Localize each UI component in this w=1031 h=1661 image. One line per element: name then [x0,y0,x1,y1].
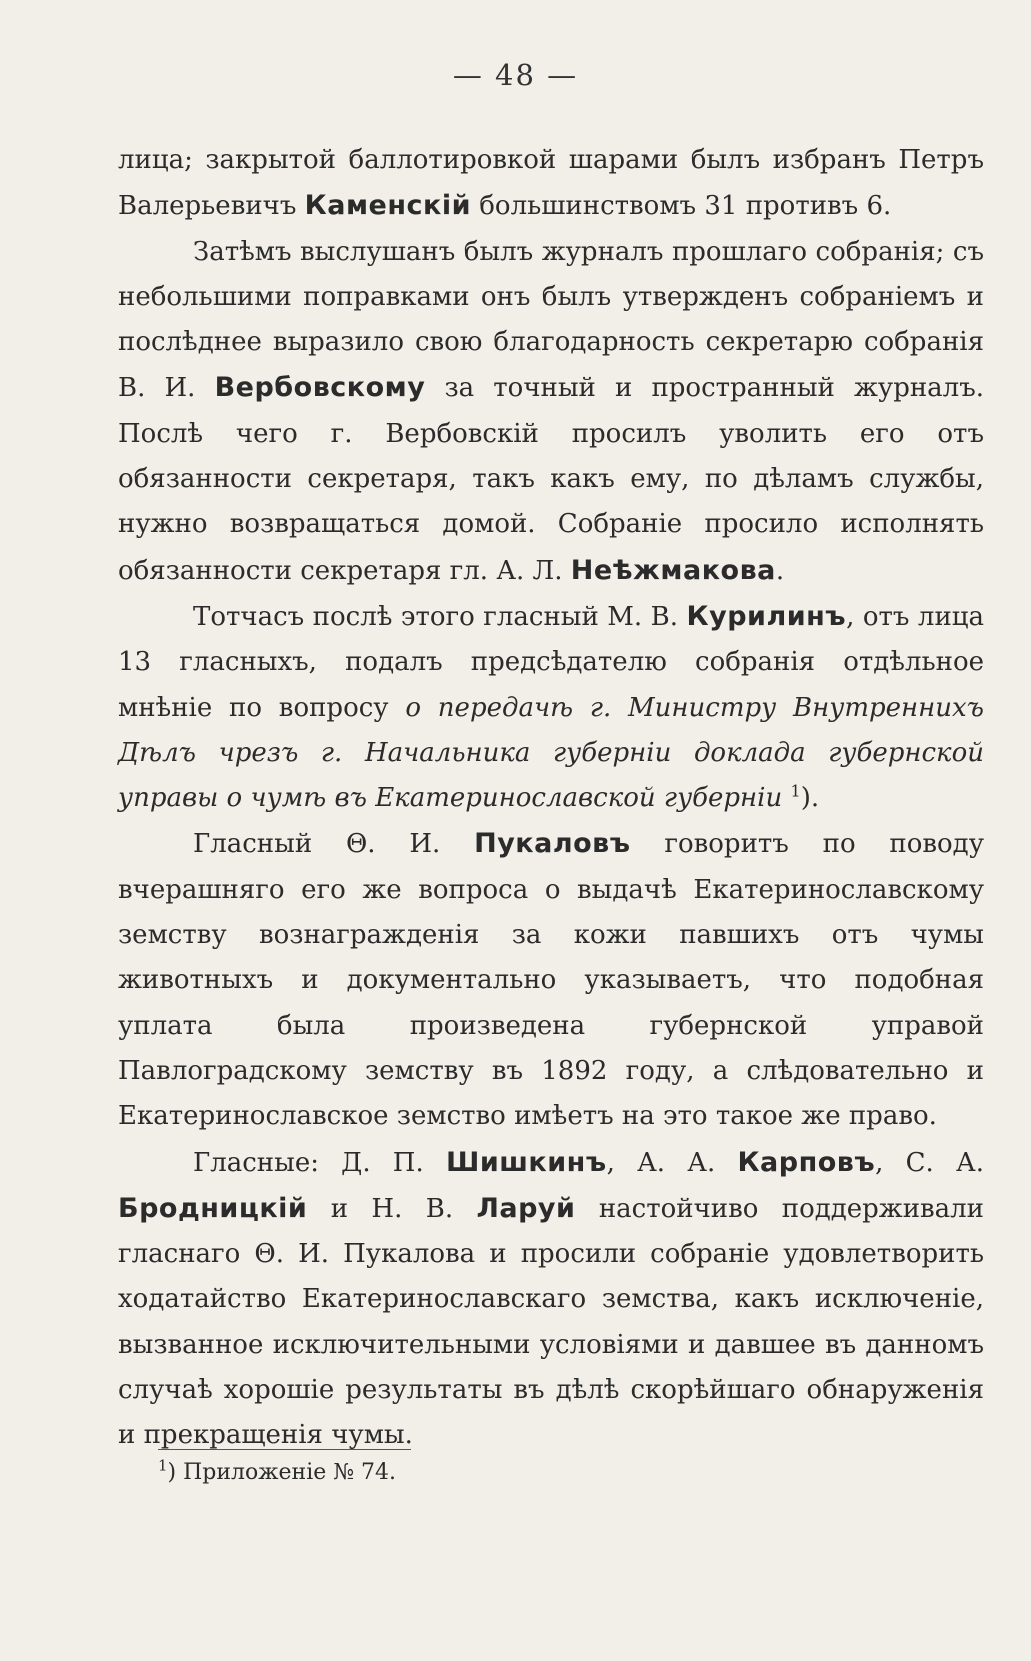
text-run: говоритъ по поводу вчерашняго его же вопроса о выдачѣ Екатеринославскому земству вознагражденія за кожи павшихъ отъ чумы животныхъ и документально указываетъ, что подобная уплата была произведена губернской управой Павлоградскому земству въ 1892 году, а слѣдовательно и Екатеринославское земство имѣетъ на это такое же право. [118,829,984,1132]
text-run: Тотчасъ послѣ этого гласный М. В. [193,601,687,632]
person-name: Пукаловъ [474,828,631,860]
person-name: Ларуй [476,1192,576,1224]
text-run: и Н. В. [307,1193,477,1224]
person-name: Каменскій [304,190,472,222]
text-run: . [775,555,785,586]
footnote-marker: 1 [158,1456,168,1475]
person-name: Курилинъ [686,600,847,632]
text-run: , отъ лица 13 гласныхъ, подалъ предсѣдателю собранія отдѣльное мнѣніе по вопросу [118,601,984,723]
person-name: Неѣжмакова [570,554,776,586]
page-number: — 48 — [452,58,579,92]
footnote-ref: 1 [790,781,801,801]
text-run: за точный и пространный журналъ. Послѣ чего г. Вербовскій просилъ уволить его отъ обязанности секретаря, такъ какъ ему, по дѣламъ службы, нужно возвращаться домой. Собраніе просило исполнять обязанности секретаря гл. А. Л. [118,373,984,586]
person-name: Карповъ [737,1146,876,1178]
text-run: большинствомъ 31 противъ 6. [471,191,892,222]
paragraph-4 [118,821,984,1139]
text-run: лица; закрытой баллотировкой шарами былъ избранъ Петръ Валерьевичъ [118,145,984,222]
footnote-text: ) Приложеніе № 74. [167,1460,397,1485]
footnote [158,1456,397,1485]
text-run: ). [800,783,820,814]
person-name: Вербовскому [214,372,426,404]
paragraph-3 [118,594,984,821]
text-run: Гласный Θ. И. [193,829,475,860]
body-text [118,138,984,1459]
text-run: Гласные: Д. П. [193,1147,446,1178]
italic-title: о передачѣ г. Министру Внутреннихъ Дѣлъ чрезъ г. Начальника губерніи доклада губернской управы о чумѣ въ Екатеринославской губерніи [118,692,984,814]
person-name: Шишкинъ [445,1146,607,1178]
paragraph-2 [118,230,984,594]
footnote-divider [158,1449,411,1450]
text-run: настойчиво поддерживали гласнаго Θ. И. Пукалова и просили собраніе удовлетворить ходатайство Екатеринославскаго земства, какъ исключеніе, вызванное исключительными условіями и давшее въ данномъ случаѣ хорошіе результаты въ дѣлѣ скорѣйшаго обнаруженія и прекращенія чумы. [118,1193,985,1451]
text-run: , С. А. [875,1147,984,1178]
paragraph-5 [118,1140,984,1459]
paragraph-1 [118,138,984,230]
text-run: Затѣмъ выслушанъ былъ журналъ прошлаго собранія; съ небольшими поправками онъ былъ утвержденъ собраніемъ и послѣднее выразило свою благодарность секретарю собранія В. И. [118,236,984,404]
text-run: , А. А. [606,1147,738,1178]
person-name: Бродницкій [118,1192,308,1224]
